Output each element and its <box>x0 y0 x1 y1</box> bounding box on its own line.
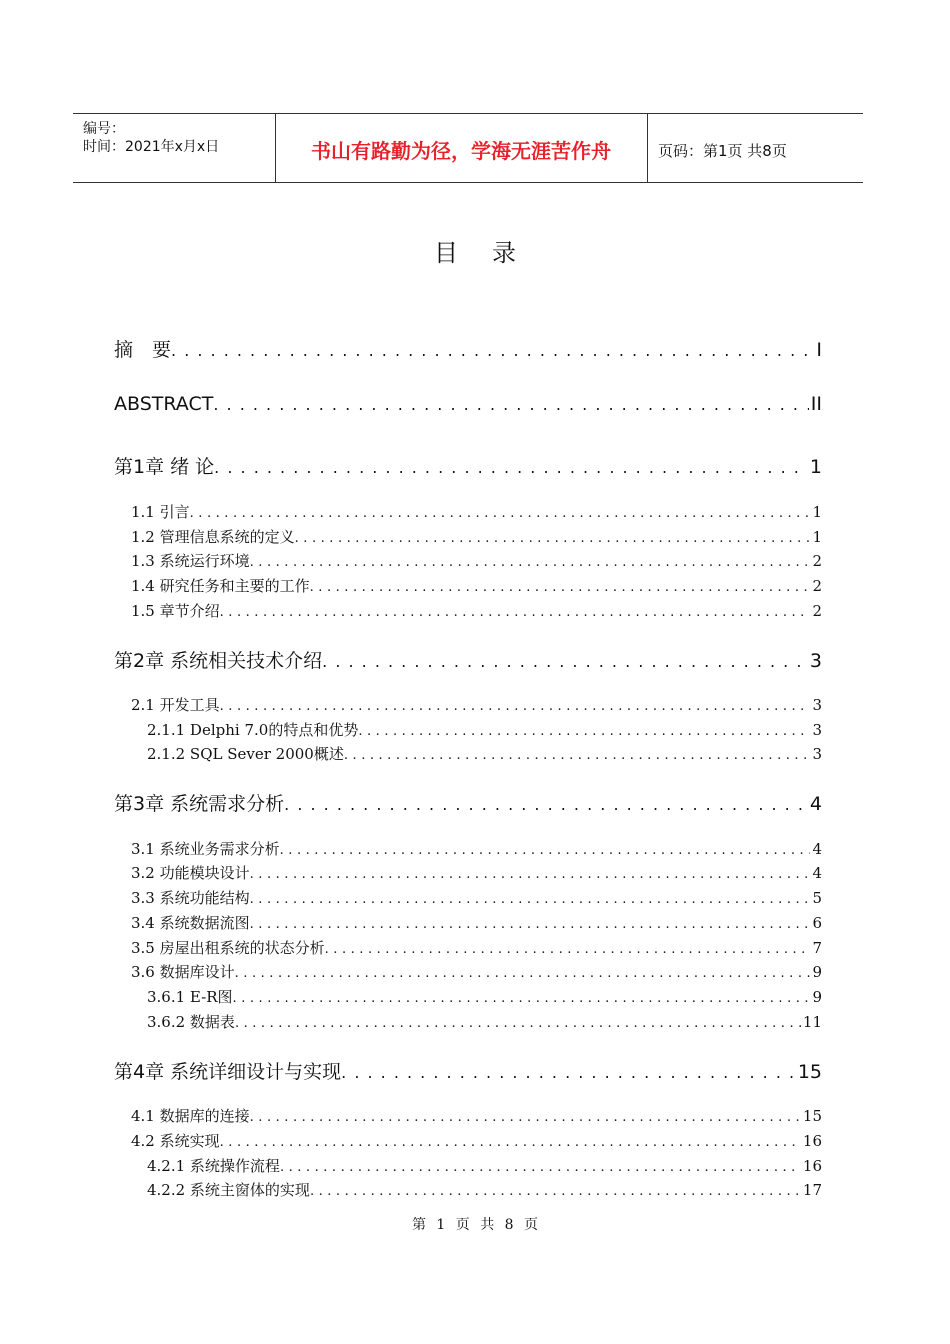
toc-entry-text: ABSTRACT <box>114 393 214 415</box>
toc-entry-3-1[interactable] <box>131 838 822 860</box>
toc-entry-text: 第3章 系统需求分析 <box>114 793 285 815</box>
toc-entry-text: 第4章 系统详细设计与实现 <box>114 1061 342 1083</box>
toc-entry-page: 17 <box>802 1181 822 1199</box>
toc-leader-dots <box>250 555 811 570</box>
document-number-label: 编号： <box>83 121 125 137</box>
toc-entry-page: 9 <box>812 988 822 1006</box>
toc-entry-3-3[interactable] <box>131 887 822 909</box>
toc-leader-dots <box>220 605 811 620</box>
header-motto-cell <box>275 114 648 182</box>
toc-entry-1-4[interactable] <box>131 575 822 597</box>
toc-leader-dots <box>233 991 811 1006</box>
toc-entry-page: 1 <box>809 456 822 478</box>
toc-leader-dots <box>171 341 814 360</box>
toc-entry-2-1-2[interactable] <box>147 743 822 765</box>
toc-leader-dots <box>284 795 808 814</box>
toc-entry-1-1[interactable] <box>131 501 822 523</box>
toc-entry-page: 1 <box>812 528 822 546</box>
toc-entry-page: 1 <box>812 503 822 521</box>
toc-entry-abstract-cn[interactable] <box>114 335 822 361</box>
toc-entry-2-1[interactable] <box>131 694 822 716</box>
toc-entry-page: 15 <box>802 1107 822 1125</box>
toc-entry-1-3[interactable] <box>131 550 822 572</box>
toc-leader-dots <box>250 1110 801 1125</box>
toc-entry-page: 2 <box>812 577 822 595</box>
toc-entry-4-2-2[interactable] <box>147 1179 822 1201</box>
toc-leader-dots <box>214 458 808 477</box>
toc-leader-dots <box>235 1016 801 1031</box>
toc-entry-page: 4 <box>809 793 822 815</box>
toc-entry-text: 1.1 引言 <box>131 503 190 521</box>
toc-entry-page: 4 <box>812 864 822 882</box>
toc-entry-text: 3.5 房屋出租系统的状态分析 <box>131 939 325 957</box>
toc-entry-text: 3.2 功能模块设计 <box>131 864 250 882</box>
toc-entry-text: 摘 要 <box>114 339 172 361</box>
toc-entry-3-6-1[interactable] <box>147 986 822 1008</box>
toc-entry-text: 1.3 系统运行环境 <box>131 552 250 570</box>
toc-leader-dots <box>250 892 811 907</box>
toc-entry-text: 第1章 绪 论 <box>114 456 215 478</box>
toc-entry-text: 2.1 开发工具 <box>131 696 220 714</box>
toc-entry-page: 16 <box>802 1132 822 1150</box>
toc-entry-1-5[interactable] <box>131 600 822 622</box>
document-header <box>73 113 863 183</box>
toc-entry-page: 2 <box>812 552 822 570</box>
toc-entry-page: 3 <box>812 721 822 739</box>
toc-entry-page: 3 <box>812 696 822 714</box>
toc-leader-dots <box>325 942 811 957</box>
toc-entry-3-5[interactable] <box>131 937 822 959</box>
toc-entry-page: 16 <box>802 1157 822 1175</box>
toc-entry-3-6[interactable] <box>131 961 822 983</box>
toc-entry-text: 4.2.2 系统主窗体的实现 <box>147 1181 310 1199</box>
header-page-cell <box>648 114 863 182</box>
toc-entry-text: 2.1.1 Delphi 7.0的特点和优势 <box>147 721 359 739</box>
toc-entry-page: 3 <box>812 745 822 763</box>
toc-entry-page: II <box>810 393 822 415</box>
toc-leader-dots <box>344 748 811 763</box>
toc-entry-chapter-3[interactable] <box>114 789 822 815</box>
toc-entry-chapter-2[interactable] <box>114 646 822 672</box>
toc-leader-dots <box>220 1135 801 1150</box>
toc-leader-dots <box>220 699 811 714</box>
toc-entry-page: 11 <box>802 1013 822 1031</box>
toc-entry-4-1[interactable] <box>131 1105 822 1127</box>
header-motto: 书山有路勤为径，学海无涯苦作舟 <box>311 139 611 163</box>
toc-entry-page: 5 <box>812 889 822 907</box>
toc-entry-text: 4.2.1 系统操作流程 <box>147 1157 280 1175</box>
toc-entry-text: 第2章 系统相关技术介绍 <box>114 650 323 672</box>
toc-leader-dots <box>280 843 811 858</box>
toc-leader-dots <box>341 1063 796 1082</box>
page-footer: 第 1 页 共 8 页 <box>411 1217 539 1233</box>
toc-entry-page: 15 <box>797 1061 822 1083</box>
toc-entry-2-1-1[interactable] <box>147 719 822 741</box>
toc-leader-dots <box>280 1160 801 1175</box>
toc-entry-abstract-en[interactable] <box>114 393 822 419</box>
toc-leader-dots <box>213 395 808 414</box>
toc-entry-page: 2 <box>812 602 822 620</box>
toc-entry-page: I <box>816 339 822 361</box>
toc-title: 目录 <box>434 239 550 267</box>
toc-leader-dots <box>322 652 808 671</box>
toc-entry-4-2[interactable] <box>131 1130 822 1152</box>
toc-entry-page: 4 <box>812 840 822 858</box>
toc-entry-text: 1.2 管理信息系统的定义 <box>131 528 295 546</box>
toc-entry-text: 1.5 章节介绍 <box>131 602 220 620</box>
toc-entry-text: 2.1.2 SQL Sever 2000概述 <box>147 745 344 763</box>
toc-leader-dots <box>310 1184 801 1199</box>
toc-entry-page: 3 <box>809 650 822 672</box>
document-time-label: 时间：2021年x月x日 <box>83 139 220 155</box>
toc-entry-page: 6 <box>812 914 822 932</box>
toc-entry-3-2[interactable] <box>131 862 822 884</box>
toc-entry-text: 4.2 系统实现 <box>131 1132 220 1150</box>
toc-entry-page: 9 <box>812 963 822 981</box>
toc-entry-text: 3.6.1 E-R图 <box>147 988 233 1006</box>
toc-entry-3-6-2[interactable] <box>147 1011 822 1033</box>
toc-entry-1-2[interactable] <box>131 526 822 548</box>
toc-entry-3-4[interactable] <box>131 912 822 934</box>
toc-leader-dots <box>190 506 811 521</box>
toc-entry-chapter-1[interactable] <box>114 452 822 478</box>
header-meta-cell <box>73 114 276 182</box>
toc-entry-text: 3.6.2 数据表 <box>147 1013 235 1031</box>
toc-entry-chapter-4[interactable] <box>114 1057 822 1083</box>
toc-entry-text: 3.1 系统业务需求分析 <box>131 840 280 858</box>
toc-entry-text: 3.6 数据库设计 <box>131 963 235 981</box>
toc-leader-dots <box>235 966 811 981</box>
toc-leader-dots <box>310 580 811 595</box>
toc-entry-text: 3.4 系统数据流图 <box>131 914 250 932</box>
toc-entry-text: 1.4 研究任务和主要的工作 <box>131 577 310 595</box>
toc-entry-text: 4.1 数据库的连接 <box>131 1107 250 1125</box>
toc-leader-dots <box>250 917 811 932</box>
toc-leader-dots <box>295 531 811 546</box>
toc-entry-text: 3.3 系统功能结构 <box>131 889 250 907</box>
toc-leader-dots <box>250 867 811 882</box>
toc-entry-4-2-1[interactable] <box>147 1155 822 1177</box>
header-page-info: 页码：第1页 共8页 <box>658 142 787 160</box>
toc-leader-dots <box>358 724 810 739</box>
toc-entry-page: 7 <box>812 939 822 957</box>
